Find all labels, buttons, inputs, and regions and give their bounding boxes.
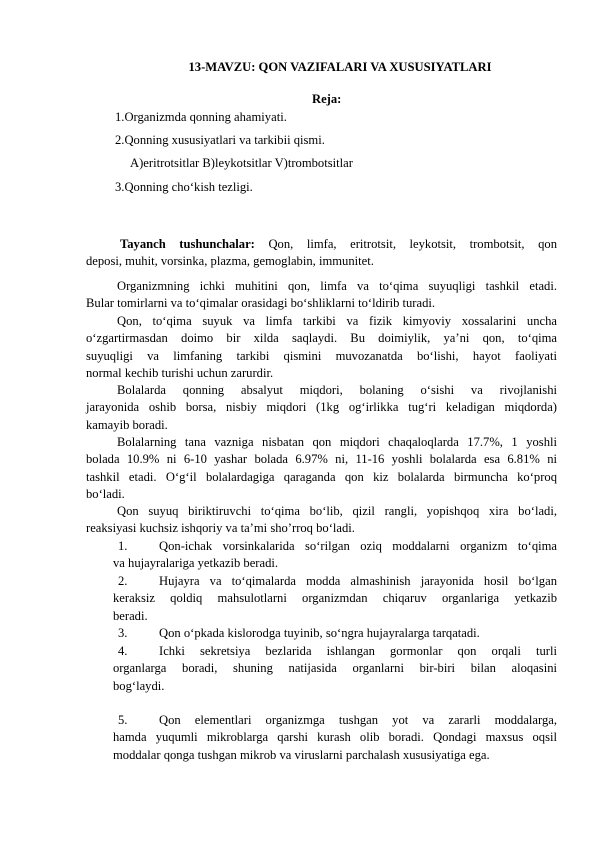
paragraph-line: Qon suyuq biriktiruvchi to‘qima bo‘lib, qizil rangli, yopishqoq xira bo‘ladi, [117,504,557,518]
paragraph-line: Bular tomirlarni va to‘qimalar orasidagi bo‘shliklarni to‘ldirib turadi. [86,296,436,311]
list-item-line: moddalar qonga tushgan mikrob va viruslarni parchalash xususiyatiga ega. [113,747,490,762]
paragraph-line: normal kechib turishi uchun zarurdir. [86,366,274,381]
list-item [113,712,557,764]
paragraph-line: bolada 10.9% ni 6-10 yashar bolada 6.97% ni, 11-16 yoshli bolalarda esa 6.81% ni [86,452,557,467]
list-item [113,643,557,695]
list-number: 4. [118,644,128,658]
plan-heading: Reja: [312,92,342,106]
plan-item: 1.Organizmda qonning ahamiyati. [115,110,287,124]
paragraph-line: kamayib boradi. [86,417,168,432]
list-item [113,573,557,625]
plan-item: 3.Qonning cho‘kish tezligi. [115,180,253,194]
key-concepts-line: deposi, muhit, vorsinka, plazma, gemoglabin, immunitet. [86,254,374,269]
list-item-line: bog‘laydi. [113,678,165,693]
paragraph-line: tashkil etadi. O‘g‘il bolalardagiga qaraganda qon kiz bolalarda birmuncha ko‘proq [86,469,557,484]
paragraph-line: bo‘ladi. [86,487,125,502]
list-item [113,625,557,642]
list-item-line: Hujayra va to‘qimalarda modda almashinish jarayonida hosil bo‘lgan [159,574,557,588]
list-item-line: organlarga boradi, shuning natijasida organlarni bir-biri bilan aloqasini [113,661,557,676]
list-item-line: Ichki sekretsiya bezlarida ishlangan gormonlar qon orqali turli [159,644,557,658]
list-item-line: Qon-ichak vorsinkalarida so‘rilgan oziq moddalarni organizm to‘qima [159,539,557,553]
paragraph-line: Organizmning ichki muhitini qon, limfa va to‘qima suyuqligi tashkil etadi. [117,279,557,293]
plan-item: 2.Qonning xususiyatlari va tarkibii qismi. [115,133,325,147]
list-number: 1. [118,539,128,553]
list-item-line: Qon o‘pkada kislorodga tuyinib, so‘ngra hujayralarga tarqatadi. [159,626,480,640]
list-item [113,538,557,573]
list-item-line: va hujayralariga yetkazib beradi. [113,556,279,571]
page-title: 13-MAVZU: QON VAZIFALARI VA XUSUSIYATLARI [188,60,492,74]
list-number: 2. [118,574,128,588]
paragraph [86,434,557,504]
list-item-line: hamda yuqumli mikroblarga qarshi kurash olib boradi. Qondagi maxsus oqsil [113,730,557,745]
paragraph-line: Bolalarning tana vazniga nisbatan qon miqdori chaqaloqlarda 17.7%, 1 yoshli [117,435,557,449]
paragraph-line: jarayonida oshib borsa, nisbiy miqdori (1kg og‘irlikka tug‘ri keladigan miqdorda) [86,400,557,415]
key-concepts-line: Tayanch tushunchalar: Qon, limfa, eritrotsit, leykotsit, trombotsit, qon [120,237,557,251]
paragraph [86,278,557,313]
paragraph-line: Bolalarda qonning absalyut miqdori, bolaning o‘sishi va rivojlanishi [117,383,557,397]
paragraph-line: Qon, to‘qima suyuk va limfa tarkibi va fizik kimyoviy xossalarini uncha [117,314,557,328]
paragraph [86,382,557,434]
list-item-line: Qon elementlari organizmga tushgan yot va zararli moddalarga, [159,713,557,727]
paragraph-line: reaksiyasi kuchsiz ishqoriy va ta’mi sho’rroq bo‘ladi. [86,521,355,536]
list-item-line: beradi. [113,608,148,623]
paragraph-line: o‘zgartirmasdan doimo bir xilda saqlaydi. Bu doimiylik, ya’ni qon, to‘qima [86,331,557,346]
key-concepts-label: Tayanch tushunchalar: [120,237,255,251]
paragraph-line: suyuqligi va limfaning tarkibi qismini muvozanatda bo‘lishi, hayot faoliyati [86,348,557,363]
key-concepts [86,236,557,271]
list-number: 5. [118,713,128,727]
paragraph [86,313,557,383]
list-item-line: keraksiz qoldiq mahsulotlarni organizmdan chiqaruv organlariga yetkazib [113,591,557,606]
plan-subitem: A)eritrotsitlar B)leykotsitlar V)trombotsitlar [130,156,353,170]
list-number: 3. [118,626,128,640]
paragraph [86,503,557,538]
